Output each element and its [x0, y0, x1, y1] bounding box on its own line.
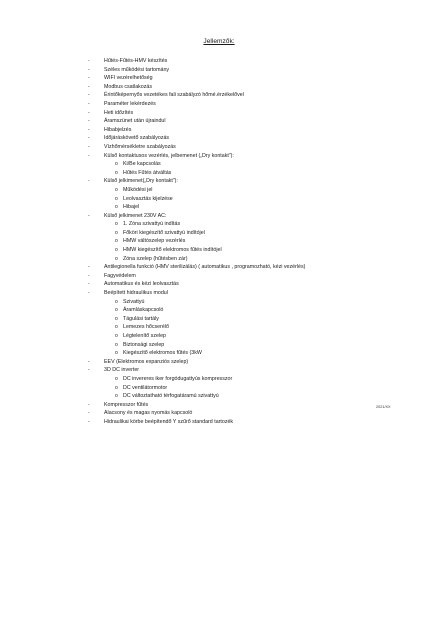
dash-bullet: - — [88, 143, 90, 150]
list-item-text: HMW váltószelep vezérlés — [123, 238, 186, 245]
page-footer-note: 2021/XX — [376, 405, 391, 409]
sub-list-item — [88, 186, 408, 195]
circle-bullet: o — [115, 238, 118, 245]
list-item — [88, 401, 408, 410]
list-item — [88, 143, 408, 152]
dash-bullet: - — [88, 75, 90, 82]
circle-bullet: o — [115, 195, 118, 202]
dash-bullet: - — [88, 109, 90, 116]
sub-list-item — [88, 384, 408, 393]
dash-bullet: - — [88, 410, 90, 417]
dash-bullet: - — [88, 418, 90, 425]
list-item — [88, 109, 408, 118]
sub-list-item — [88, 246, 408, 255]
list-item-text: EEV (Elektromos expanziós szelep) — [104, 358, 189, 365]
list-item — [88, 409, 408, 418]
dash-bullet: - — [88, 290, 90, 297]
dash-bullet: - — [88, 100, 90, 107]
list-item — [88, 126, 408, 135]
circle-bullet: o — [115, 315, 118, 322]
list-item — [88, 74, 408, 83]
list-item-text: Áramláskapcsoló — [123, 307, 164, 314]
list-item-text: Főköri kiegészítő szivattyú indítójel — [123, 229, 205, 236]
dash-bullet: - — [88, 66, 90, 73]
list-item-text: Vízhőmérsékletre szabályozás — [104, 143, 176, 150]
list-item-text: Kompresszor fűtés — [104, 401, 149, 408]
list-item-text: Paraméter lekérdezés — [104, 100, 156, 107]
dash-bullet: - — [88, 358, 90, 365]
list-item-text: DC ventilátormotor — [123, 384, 168, 391]
sub-list-item — [88, 229, 408, 238]
list-item-text: Külső kontaktusos vezérlés, jelbemenet („Dry kontakt”): — [104, 152, 234, 159]
list-item-text: Ki/Be kapcsolás — [123, 161, 161, 168]
list-item — [88, 280, 408, 289]
list-item-text: Alacsony és magas nyomás kapcsoló — [104, 410, 193, 417]
sub-list-item — [88, 255, 408, 264]
list-item — [88, 57, 408, 66]
list-item-text: Légtelenítő szelep — [123, 333, 166, 339]
sub-list-item — [88, 349, 408, 358]
dash-bullet: - — [88, 178, 90, 185]
list-item-text: Szivattyú — [123, 298, 145, 305]
circle-bullet: o — [115, 186, 118, 193]
circle-bullet: o — [115, 341, 118, 348]
dash-bullet: - — [88, 281, 90, 288]
list-item — [88, 263, 408, 272]
dash-bullet: - — [88, 272, 90, 279]
list-item — [88, 152, 408, 161]
dash-bullet: - — [88, 135, 90, 142]
list-item-text: Széles működési tartomány — [104, 66, 170, 73]
circle-bullet: o — [115, 204, 118, 211]
sub-list-item — [88, 160, 408, 169]
dash-bullet: - — [88, 152, 90, 159]
list-item — [88, 418, 408, 427]
sub-list-item — [88, 237, 408, 246]
sub-list-item — [88, 298, 408, 307]
list-item — [88, 177, 408, 186]
circle-bullet: o — [115, 229, 118, 236]
list-item-text: 1. Zóna szivattyú indítás — [123, 221, 181, 228]
list-item — [88, 117, 408, 126]
sub-list-item — [88, 169, 408, 178]
circle-bullet: o — [115, 247, 118, 254]
dash-bullet: - — [88, 118, 90, 125]
list-item — [88, 289, 408, 298]
circle-bullet: o — [115, 333, 118, 339]
sub-list-item — [88, 306, 408, 315]
page-title: Jellemzők: — [203, 38, 235, 45]
sub-list-item — [88, 195, 408, 204]
circle-bullet: o — [115, 255, 118, 262]
list-item-text: Leolvasztás kijelzése — [123, 195, 173, 202]
dash-bullet: - — [88, 126, 90, 133]
circle-bullet: o — [115, 324, 118, 331]
dash-bullet: - — [88, 92, 90, 99]
list-item-text: Biztonsági szelep — [123, 341, 165, 348]
list-item-text: Külső jelkimenet 230V AC: — [104, 212, 167, 219]
list-item-text: Automatikus és kézi leolvasztás — [104, 281, 179, 288]
circle-bullet: o — [115, 375, 118, 382]
list-item — [88, 66, 408, 75]
list-item-text: Tágulási tartály — [123, 315, 159, 322]
sub-list-item — [88, 392, 408, 401]
list-item — [88, 100, 408, 109]
dash-bullet: - — [88, 264, 90, 271]
list-item — [88, 91, 408, 100]
list-item-text: Antilegionella funkció (HMV sterilizálás) ( automatikus , programozható, kézi vezérlés) — [104, 264, 306, 271]
circle-bullet: o — [115, 350, 118, 357]
dash-bullet: - — [88, 58, 90, 64]
dash-bullet: - — [88, 401, 90, 408]
list-item-text: Külső jelkimenet(„Dry kontakt”): — [104, 178, 178, 185]
list-item — [88, 272, 408, 281]
circle-bullet: o — [115, 298, 118, 305]
list-item-text: Érintőképernyős vezetékes fali szabályzó hőmé.érzékelővel — [104, 92, 244, 99]
list-item — [88, 366, 408, 375]
circle-bullet: o — [115, 161, 118, 168]
list-item — [88, 358, 408, 367]
circle-bullet: o — [115, 384, 118, 391]
list-item-text: Modbus csatlakozás — [104, 83, 152, 90]
list-item-text: Hidraulikai körbe beépítendő Y szűrő standard tartozék — [104, 418, 234, 425]
dash-bullet: - — [88, 367, 90, 374]
list-item-text: Kiegészítő elektromos fűtés (3kW — [123, 350, 202, 357]
sub-list-item — [88, 341, 408, 350]
list-item-text: Hűtés Fűtés átváltás — [123, 169, 172, 176]
circle-bullet: o — [115, 169, 118, 176]
circle-bullet: o — [115, 393, 118, 400]
list-item-text: 3D DC inverter — [104, 367, 140, 374]
list-item-text: DC változtatható térfogatáramú szivattyú — [123, 393, 219, 400]
sub-list-item — [88, 375, 408, 384]
list-item-text: Hűtés-Fűtés-HMV készítés — [104, 58, 168, 64]
list-item — [88, 134, 408, 143]
dash-bullet: - — [88, 212, 90, 219]
list-item-text: WIFI vezérelhetőség — [104, 75, 153, 82]
list-item-text: HMW kiegészítő elektromos fűtés indítójel — [123, 247, 222, 254]
circle-bullet: o — [115, 307, 118, 314]
list-item-text: Működési jel — [123, 186, 153, 193]
list-item-text: Áramszünet után újraindul — [104, 118, 166, 125]
list-item-text: Lemezes hőcserélő — [123, 324, 169, 331]
list-item-text: DC invereres iker forgódugattyús kompresszor — [123, 375, 233, 382]
list-item-text: Heti időzítés — [104, 109, 134, 116]
list-item — [88, 83, 408, 92]
sub-list-item — [88, 323, 408, 332]
list-item-text: Hibabjelzés — [104, 126, 132, 133]
list-item — [88, 212, 408, 221]
list-item-text: Hibajel — [123, 204, 140, 211]
sub-list-item — [88, 315, 408, 324]
list-item-text: Fagyvédelem — [104, 272, 136, 279]
sub-list-item — [88, 220, 408, 229]
list-item-text: Zóna szelep (hűtésben zár) — [123, 255, 188, 262]
dash-bullet: - — [88, 83, 90, 90]
list-item-text: Időjáráskövető szabályozás — [104, 135, 170, 142]
sub-list-item — [88, 203, 408, 212]
circle-bullet: o — [115, 221, 118, 228]
sub-list-item — [88, 332, 408, 341]
list-item-text: Beépített hidraulikus modul — [104, 290, 168, 297]
feature-list — [88, 57, 408, 427]
